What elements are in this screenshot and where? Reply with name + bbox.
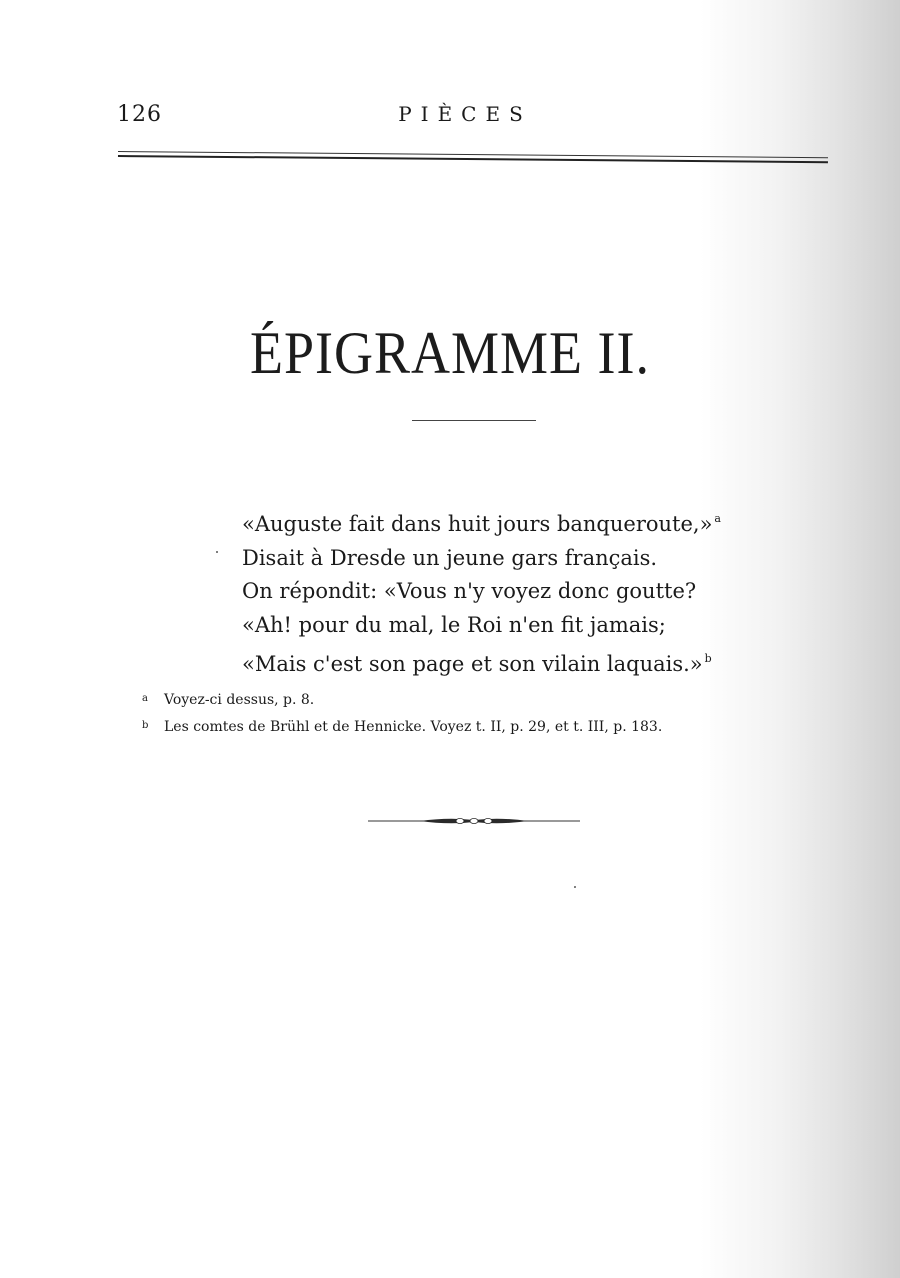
running-head: PIÈCES (398, 102, 532, 126)
footnote-reference: a (714, 512, 721, 525)
poem-body (242, 502, 721, 682)
footnotes (142, 686, 662, 740)
poem-line-text: «Auguste fait dans huit jours banqueroute,» (242, 512, 713, 536)
poem-line-text: Disait à Dresde un jeune gars français. (242, 545, 658, 570)
poem-line (242, 642, 721, 682)
footnote-reference: b (704, 652, 712, 665)
title-divider (412, 420, 536, 421)
header-double-rule (118, 151, 828, 164)
footnote-mark: b (142, 720, 149, 731)
footnote-text: Voyez-ci dessus, p. 8. (164, 692, 315, 708)
footnote-mark: a (142, 693, 148, 704)
ink-speck (574, 886, 577, 889)
page-number: 126 (117, 102, 162, 127)
poem-line (242, 609, 721, 643)
poem-line (242, 575, 721, 609)
poem-line (242, 542, 721, 576)
footnote-text: Les comtes de Brühl et de Hennicke. Voyez t. II, p. 29, et t. III, p. 183. (164, 719, 663, 735)
poem-line-text: «Mais c'est son page et son vilain laquais.» (242, 652, 703, 676)
poem-title: ÉPIGRAMME II. (250, 319, 650, 387)
ink-speck (216, 551, 218, 553)
poem-line-text: On répondit: «Vous n'y voyez donc goutte? (242, 579, 697, 603)
poem-line (242, 502, 721, 542)
ornament-divider (368, 814, 580, 828)
footnote (142, 686, 662, 713)
footnote (142, 713, 662, 740)
poem-line-text: «Ah! pour du mal, le Roi n'en fit jamais; (242, 612, 666, 637)
